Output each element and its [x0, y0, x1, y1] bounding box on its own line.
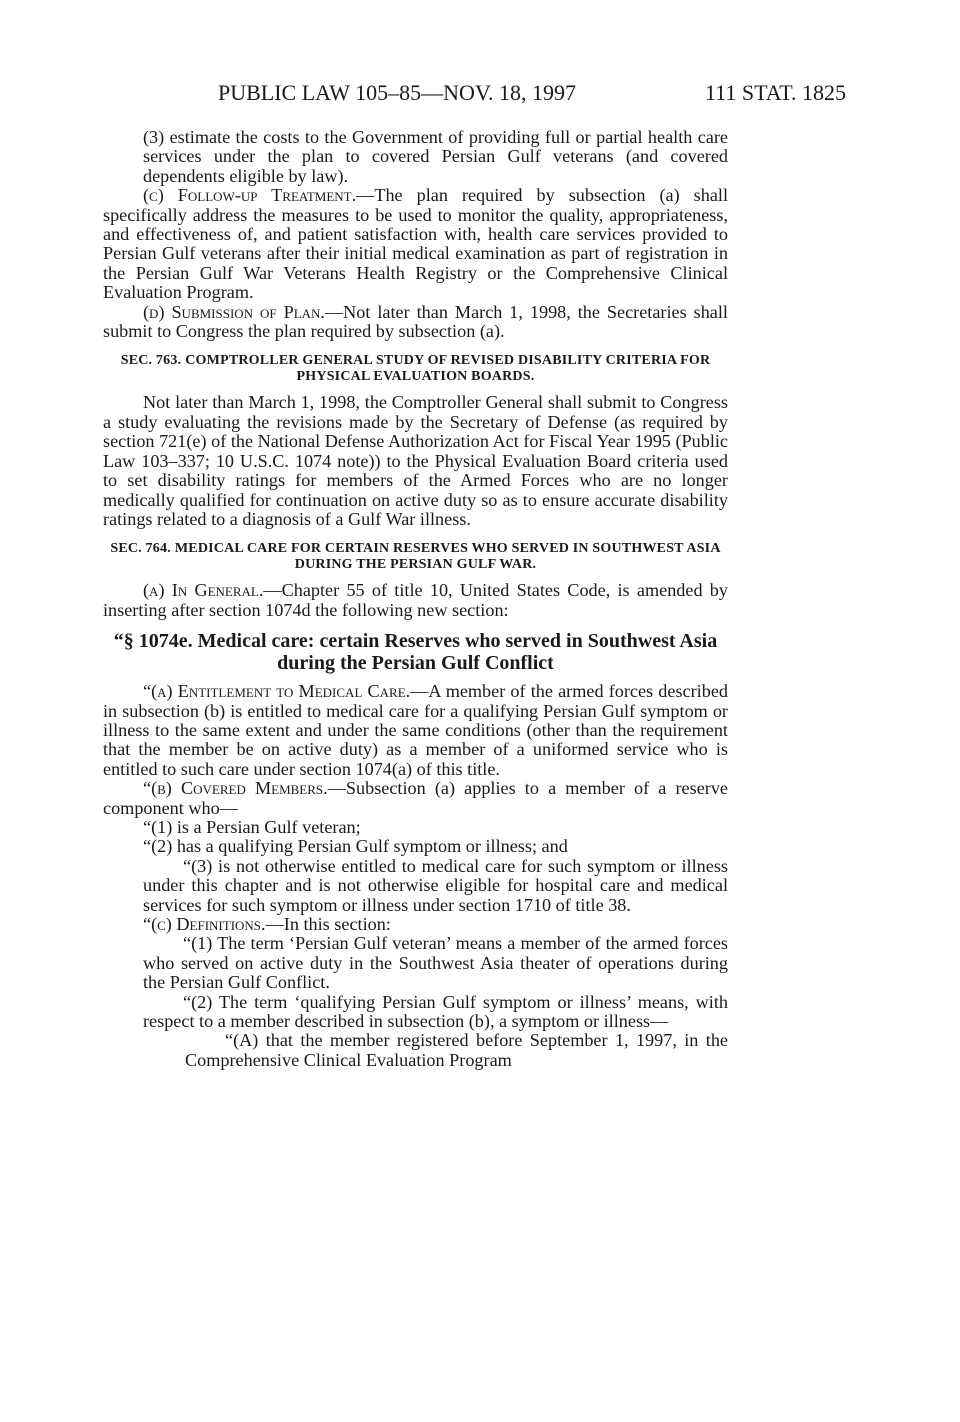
- new-section-title: “§ 1074e. Medical care: certain Reserves who served in Southwest Asia during the Persian Gulf Conflict: [113, 630, 718, 675]
- subsection-764a-heading: (a) In General.: [143, 580, 264, 601]
- subsection-c-heading: (c) Follow-up Treatment.: [143, 185, 357, 206]
- paragraph-b1: “(1) is a Persian Gulf veteran;: [143, 816, 361, 837]
- section-763-title: COMPTROLLER GENERAL STUDY OF REVISED DISABILITY CRITERIA FOR PHYSICAL EVALUATION BOARDS.: [185, 353, 711, 385]
- document-body: [103, 128, 728, 1070]
- definition-1: “(1) The term ‘Persian Gulf veteran’ means a member of the armed forces who served on active duty in the Southwest Asia theater of operations during the Persian Gulf Conflict.: [143, 933, 728, 993]
- paragraph-b2: “(2) has a qualifying Persian Gulf symptom or illness; and: [143, 836, 568, 857]
- section-763-text: Not later than March 1, 1998, the Comptroller General shall submit to Congress a study evaluating the revisions made by the Secretary of Defense (as required by section 721(e) of the National Defense Authorization Act for Fiscal Year 1995 (Public Law 103–337; 10 U.S.C. 1074 note)) to the Physical Evaluation Board criteria used to set disability ratings for members of the Armed Forces who are no longer medically qualified for continuation on active duty so as to ensure accurate disability ratings related to a diagnosis of a Gulf War illness.: [103, 392, 728, 529]
- subsection-c: [103, 186, 728, 302]
- section-763-heading: [103, 353, 728, 385]
- new-subsection-b-heading: “(b) Covered Members.: [143, 778, 328, 799]
- new-subsection-b-text: —Subsection (a) applies to a member of a reserve component who—: [103, 778, 728, 818]
- subsection-d: [103, 303, 728, 342]
- new-subsection-a: [103, 682, 728, 779]
- subsection-c-text: —The plan required by subsection (a) shall specifically address the measures to be used to monitor the quality, appropriateness, and effectiveness of, and patient satisfaction with, health care services provided to Persian Gulf veterans after their initial medical examination as part of registration in the Persian Gulf War Veterans Health Registry or the Comprehensive Clinical Evaluation Program.: [103, 185, 728, 303]
- new-subsection-c-heading: “(c) Definitions.: [143, 914, 266, 934]
- subsection-764a-text: —Chapter 55 of title 10, United States Code, is amended by inserting after section 1074d the following new section:: [103, 580, 728, 620]
- paragraph-b3-new: “(3) is not otherwise entitled to medical care for such symptom or illness under this chapter and is not otherwise eligible for hospital care and medical services for such symptom or illness under section 1710 of title 38.: [143, 855, 728, 915]
- paragraph-b3: (3) estimate the costs to the Government of providing full or partial health care services under the plan to covered Persian Gulf veterans (and covered dependents eligible by law).: [143, 127, 728, 186]
- definition-2-A: “(A) that the member registered before September 1, 1997, in the Comprehensive Clinical Evaluation Program: [185, 1030, 728, 1070]
- new-subsection-c: [103, 915, 728, 934]
- subsection-764a: [103, 581, 728, 620]
- new-subsection-a-heading: “(a) Entitlement to Medical Care.: [143, 681, 411, 702]
- header-page-number: 111 STAT. 1825: [705, 80, 847, 105]
- subsection-d-heading: (d) Submission of Plan.: [143, 301, 325, 322]
- running-header: [0, 80, 960, 110]
- new-subsection-b: [103, 779, 728, 818]
- new-subsection-c-text: —In this section:: [265, 914, 391, 934]
- new-subsection-a-text: —A member of the armed forces described in subsection (b) is entitled to medical care for a qualifying Persian Gulf symptom or illness to the same extent and under the same conditions (other than the requirement that the member be on active duty) as a member of a uniformed service who is entitled to such care under section 1074(a) of this title.: [103, 681, 728, 779]
- header-citation: PUBLIC LAW 105–85—NOV. 18, 1997: [218, 80, 576, 105]
- section-763-number: SEC. 763.: [120, 353, 182, 369]
- section-764-number: SEC. 764.: [110, 541, 171, 557]
- section-764-heading: [103, 541, 728, 573]
- subsection-d-text: —Not later than March 1, 1998, the Secretaries shall submit to Congress the plan required by subsection (a).: [103, 301, 728, 342]
- section-764-title: MEDICAL CARE FOR CERTAIN RESERVES WHO SERVED IN SOUTHWEST ASIA DURING THE PERSIAN GULF WAR.: [174, 541, 721, 573]
- definition-2: “(2) The term ‘qualifying Persian Gulf symptom or illness’ means, with respect to a member described in subsection (b), a symptom or illness—: [143, 991, 728, 1032]
